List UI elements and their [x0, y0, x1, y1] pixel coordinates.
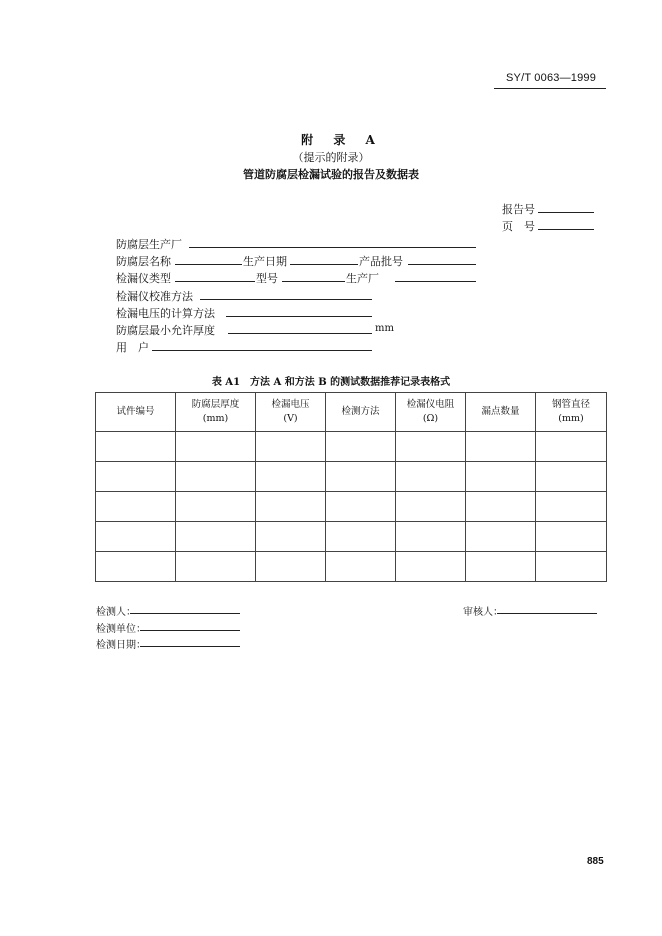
table-header-row [96, 393, 607, 432]
table-cell [256, 552, 326, 582]
col-name: 检漏仪电阻 [406, 399, 455, 410]
min-thickness-unit: mm [375, 323, 394, 334]
table-row [96, 522, 607, 552]
table-cell [176, 432, 256, 462]
col-holiday-count [466, 393, 536, 432]
table-row [96, 432, 607, 462]
table-caption: 表 A1 方法 A 和方法 B 的测试数据推荐记录表格式 [211, 377, 451, 388]
table-cell [466, 492, 536, 522]
test-date-blank [140, 634, 240, 647]
test-unit-label: 检测单位： [96, 624, 146, 635]
col-test-method [326, 393, 396, 432]
col-name: 试件编号 [116, 406, 155, 417]
table-cell [96, 552, 176, 582]
inspector-label: 检测人： [96, 607, 136, 618]
table-cell [396, 522, 466, 552]
table-cell [396, 552, 466, 582]
table-cell [536, 522, 607, 552]
appendix-heading: 管道防腐层检漏试验的报告及数据表 [243, 168, 419, 181]
table-cell [256, 462, 326, 492]
col-unit: (mm) [202, 413, 229, 424]
col-name: 漏点数量 [481, 406, 520, 417]
col-test-voltage [256, 393, 326, 432]
voltage-calc-label: 检漏电压的计算方法 [116, 307, 215, 320]
table-cell [256, 522, 326, 552]
col-name: 检测方法 [341, 406, 380, 417]
col-pipe-diameter [536, 393, 607, 432]
table-row [96, 552, 607, 582]
table-cell [396, 462, 466, 492]
table-cell [396, 432, 466, 462]
table-cell [326, 552, 396, 582]
page-no-label: 页 号 [502, 220, 535, 233]
col-unit: (V) [283, 413, 298, 424]
table-cell [536, 462, 607, 492]
report-no-label: 报告号 [502, 203, 535, 216]
table-cell [96, 522, 176, 552]
table-cell [96, 432, 176, 462]
production-date-label: 生产日期 [243, 255, 287, 268]
coating-name-blank [175, 252, 242, 265]
inspector-blank [130, 601, 240, 614]
table-cell [326, 462, 396, 492]
model-label: 型号 [256, 272, 278, 285]
calibration-label: 检漏仪校准方法 [116, 290, 193, 303]
col-name: 防腐层厚度 [191, 399, 240, 410]
table-cell [176, 492, 256, 522]
user-blank [152, 338, 372, 351]
table-row [96, 462, 607, 492]
calibration-blank [200, 287, 372, 300]
appendix-title: 附 录 A [301, 133, 383, 147]
detector-maker-label: 生产厂 [346, 272, 379, 285]
table-cell [396, 492, 466, 522]
table-cell [466, 522, 536, 552]
reviewer-label: 审核人： [463, 607, 503, 618]
page-no-blank [538, 217, 594, 230]
record-table [95, 392, 607, 582]
table-row [96, 492, 607, 522]
standard-code: SY/T 0063—1999 [506, 72, 597, 84]
reviewer-blank [497, 601, 597, 614]
report-no-blank [538, 200, 594, 213]
table-cell [326, 492, 396, 522]
table-cell [326, 522, 396, 552]
voltage-calc-blank [226, 304, 372, 317]
test-unit-blank [140, 618, 240, 631]
table-cell [466, 432, 536, 462]
min-thickness-blank [228, 321, 372, 334]
batch-no-label: 产品批号 [359, 255, 403, 268]
detector-type-blank [175, 269, 255, 282]
table-cell [176, 552, 256, 582]
col-unit: (mm) [558, 413, 584, 424]
detector-maker-blank [395, 269, 476, 282]
min-thickness-label: 防腐层最小允许厚度 [116, 324, 215, 337]
col-specimen-no [96, 393, 176, 432]
header-rule [494, 88, 606, 89]
production-date-blank [290, 252, 358, 265]
table-cell [536, 432, 607, 462]
col-detector-resistance [396, 393, 466, 432]
col-name: 检漏电压 [271, 399, 310, 410]
coating-name-label: 防腐层名称 [116, 255, 171, 268]
table-cell [176, 462, 256, 492]
table-cell [96, 462, 176, 492]
table-cell [96, 492, 176, 522]
test-date-label: 检测日期： [96, 640, 146, 651]
table-cell [536, 552, 607, 582]
col-coating-thickness [176, 393, 256, 432]
detector-type-label: 检漏仪类型 [116, 272, 171, 285]
table-cell [466, 462, 536, 492]
col-unit: (Ω) [422, 413, 439, 424]
manufacturer-label: 防腐层生产厂 [116, 238, 182, 251]
appendix-subtitle: （提示的附录） [292, 151, 370, 164]
table-cell [536, 492, 607, 522]
table-cell [256, 432, 326, 462]
table-body [96, 432, 607, 582]
table-cell [256, 492, 326, 522]
page-number: 885 [587, 856, 604, 867]
table-cell [326, 432, 396, 462]
manufacturer-blank [189, 235, 476, 248]
batch-no-blank [408, 252, 476, 265]
table-cell [466, 552, 536, 582]
model-blank [282, 269, 345, 282]
col-name: 钢管直径 [551, 399, 590, 410]
table-cell [176, 522, 256, 552]
user-label: 用 户 [116, 341, 149, 354]
